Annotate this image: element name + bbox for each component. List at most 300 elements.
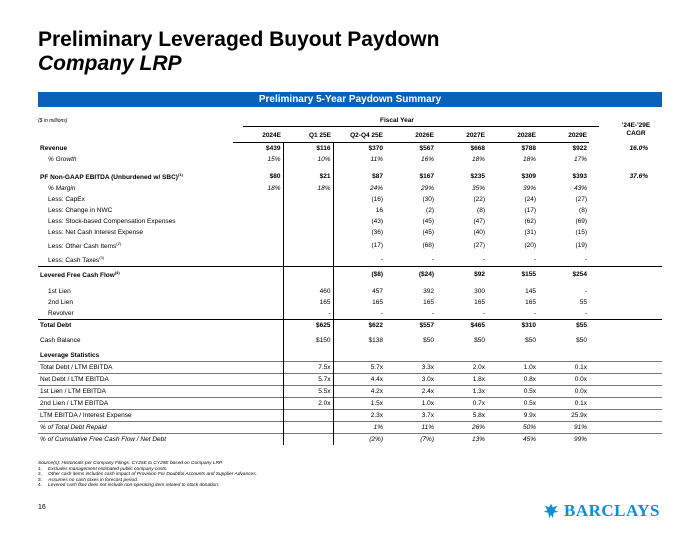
value-cell: $922 xyxy=(572,145,587,152)
value-cell xyxy=(233,421,283,433)
table-row xyxy=(38,297,662,308)
value-cell: - xyxy=(431,309,434,317)
value-cell: 11% xyxy=(385,421,436,433)
value-cell: ($24) xyxy=(385,267,436,282)
value-cell: - xyxy=(482,255,485,263)
value-cell: (16) xyxy=(371,196,383,204)
value-cell xyxy=(233,238,283,252)
value-cell: $150 xyxy=(283,335,333,346)
row-label xyxy=(38,397,233,409)
table-row xyxy=(38,308,662,320)
value-cell: 457 xyxy=(372,287,383,295)
row-label xyxy=(38,433,233,445)
footnote-text: Levered cash flow does not include non-operating item related to stock donation. xyxy=(48,483,220,489)
value-cell: 2.0x xyxy=(436,361,487,373)
footnote-number: 4. xyxy=(38,483,43,489)
value-cell: (45) xyxy=(422,218,434,226)
footnote-text: Assumes no cash taxes in forecast period. xyxy=(48,477,139,483)
row-label-text: % Margin xyxy=(48,185,76,193)
table-row xyxy=(38,319,662,331)
value-cell: 5.8x xyxy=(436,409,487,421)
row-label-text: Revenue xyxy=(40,144,68,152)
value-cell xyxy=(283,227,333,238)
value-cell: 99% xyxy=(538,433,589,445)
row-label xyxy=(38,361,233,373)
value-cell: $55 xyxy=(538,319,589,331)
brand-wordmark: BARCLAYS xyxy=(564,501,660,520)
cagr-cell xyxy=(589,433,662,445)
value-cell: - xyxy=(431,255,434,263)
value-cell xyxy=(233,297,283,308)
brand-logo xyxy=(542,501,660,521)
row-label xyxy=(38,143,233,155)
value-cell: 1.0x xyxy=(487,361,538,373)
value-cell: 39% xyxy=(522,185,536,193)
value-cell xyxy=(233,319,283,331)
row-label xyxy=(38,286,233,297)
value-cell: $21 xyxy=(283,169,333,183)
row-label-text: % Growth xyxy=(48,156,77,163)
row-label xyxy=(38,238,233,252)
value-cell: (27) xyxy=(575,196,587,204)
value-cell: 45% xyxy=(487,433,538,445)
row-label xyxy=(38,297,233,308)
table-row xyxy=(38,169,662,183)
row-label-text: Total Debt / LTM EBITDA xyxy=(40,363,113,371)
value-cell xyxy=(233,308,283,320)
cagr-header-line1: '24E-'29E xyxy=(621,122,651,129)
cagr-cell xyxy=(589,205,662,216)
value-cell: 18% xyxy=(233,183,283,194)
value-cell: 16% xyxy=(420,156,434,163)
value-cell: 1.0x xyxy=(385,397,436,409)
table-row xyxy=(38,385,662,397)
cagr-cell xyxy=(589,183,662,194)
row-label-text: PF Non-GAAP EBITDA (Unburdened w/ SBC) xyxy=(40,174,178,182)
value-cell: 5.5x xyxy=(283,385,333,397)
value-cell: (2) xyxy=(426,207,434,215)
row-label xyxy=(38,252,233,267)
value-cell xyxy=(487,350,538,362)
cagr-cell xyxy=(589,335,662,346)
value-cell: $155 xyxy=(487,267,538,282)
value-cell: 0.0x xyxy=(538,373,589,385)
value-cell: 165 xyxy=(372,298,383,306)
value-cell: $235 xyxy=(470,172,485,180)
table-row xyxy=(38,205,662,216)
cagr-cell: 37.6% xyxy=(629,172,648,180)
value-cell xyxy=(283,433,333,445)
row-label xyxy=(38,183,233,194)
row-label-text: Less: Change in NWC xyxy=(48,207,113,215)
footnote-ref: (4) xyxy=(114,270,120,276)
value-cell: 3.3x xyxy=(385,361,436,373)
page-title: Preliminary Leveraged Buyout Paydown xyxy=(38,28,440,51)
value-cell xyxy=(233,397,283,409)
row-label-text: Levered Free Cash Flow xyxy=(40,272,115,280)
value-cell: $309 xyxy=(521,172,536,180)
table-row xyxy=(38,350,662,362)
value-cell: 0.5x xyxy=(487,397,538,409)
value-cell: 0.8x xyxy=(487,373,538,385)
value-cell xyxy=(233,373,283,385)
value-cell: $138 xyxy=(368,336,383,344)
value-cell: 0.0x xyxy=(538,385,589,397)
footnote-ref: (3) xyxy=(99,255,105,261)
value-cell: 24% xyxy=(369,185,383,193)
value-cell xyxy=(233,361,283,373)
cagr-cell xyxy=(589,385,662,397)
page-number: 16 xyxy=(38,504,46,511)
value-cell xyxy=(233,267,283,282)
value-cell: 50% xyxy=(487,421,538,433)
value-cell: (7%) xyxy=(385,433,436,445)
value-cell xyxy=(283,252,333,267)
row-label-text: Less: Cash Taxes xyxy=(48,257,100,265)
cagr-cell xyxy=(589,194,662,205)
value-cell xyxy=(283,205,333,216)
value-cell xyxy=(283,267,333,282)
footnote-number: 3. xyxy=(38,477,43,483)
value-cell: 91% xyxy=(538,421,589,433)
cagr-cell: 16.0% xyxy=(629,144,648,152)
table-row xyxy=(38,361,662,373)
value-cell xyxy=(233,409,283,421)
footnote-ref: (1) xyxy=(177,172,183,177)
cagr-cell xyxy=(589,216,662,227)
value-cell: 18% xyxy=(283,183,333,194)
cagr-cell xyxy=(589,319,662,331)
value-cell xyxy=(233,227,283,238)
row-label xyxy=(38,421,233,433)
value-cell: 1.3x xyxy=(436,385,487,397)
value-cell: $668 xyxy=(470,145,485,152)
column-header: Q2-Q4 25E xyxy=(333,129,385,143)
value-cell: - xyxy=(482,309,485,317)
cagr-cell xyxy=(589,238,662,252)
value-cell: - xyxy=(584,287,587,295)
row-label-text: LTM EBITDA / Interest Expense xyxy=(40,411,132,419)
value-cell xyxy=(233,335,283,346)
value-cell: 2.3x xyxy=(333,409,385,421)
row-label-text: % of Total Debt Repaid xyxy=(40,423,107,431)
cagr-column-header xyxy=(589,129,662,143)
value-cell: (31) xyxy=(524,229,536,237)
row-label xyxy=(38,154,233,165)
value-cell: 4.4x xyxy=(333,373,385,385)
value-cell xyxy=(283,194,333,205)
value-cell: $439 xyxy=(233,143,283,155)
cagr-cell xyxy=(589,361,662,373)
value-cell xyxy=(333,350,385,362)
value-cell xyxy=(233,385,283,397)
value-cell: 5.7x xyxy=(283,373,333,385)
row-label xyxy=(38,308,233,320)
value-cell: $50 xyxy=(423,336,434,344)
value-cell: - xyxy=(533,255,536,263)
row-label xyxy=(38,267,233,282)
value-cell: $92 xyxy=(436,267,487,282)
cagr-cell xyxy=(589,154,662,165)
value-cell: (20) xyxy=(524,241,536,249)
column-header: Q1 25E xyxy=(283,129,333,143)
value-cell: (2%) xyxy=(333,433,385,445)
value-cell: 9.9x xyxy=(487,409,538,421)
value-cell: (62) xyxy=(524,218,536,226)
value-cell: 2.0x xyxy=(283,397,333,409)
value-cell: 29% xyxy=(420,185,434,193)
row-label-text: Less: CapEx xyxy=(48,196,85,204)
value-cell: 13% xyxy=(436,433,487,445)
table-row xyxy=(38,252,662,267)
value-cell: 43% xyxy=(573,185,587,193)
row-label-text: 2nd Lien xyxy=(48,298,73,306)
value-cell: $116 xyxy=(283,143,333,155)
cagr-cell xyxy=(589,350,662,362)
value-cell: 4.2x xyxy=(333,385,385,397)
row-label xyxy=(38,205,233,216)
value-cell: ($8) xyxy=(333,267,385,282)
value-cell: (17) xyxy=(524,207,536,215)
value-cell xyxy=(233,205,283,216)
value-cell: 17% xyxy=(573,156,587,163)
row-label-text: 1st Lien / LTM EBITDA xyxy=(40,387,106,395)
page-subtitle: Company LRP xyxy=(38,52,182,75)
cagr-cell xyxy=(589,286,662,297)
row-label-text: Less: Stock-based Compensation Expenses xyxy=(48,218,176,226)
value-cell: 1.5x xyxy=(333,397,385,409)
cagr-cell xyxy=(589,421,662,433)
value-cell: (17) xyxy=(371,241,383,249)
value-cell: (69) xyxy=(575,218,587,226)
cagr-cell xyxy=(589,373,662,385)
value-cell: 3.7x xyxy=(385,409,436,421)
cagr-cell xyxy=(589,409,662,421)
column-header: 2029E xyxy=(538,129,589,143)
table-row xyxy=(38,267,662,282)
fiscal-year-header: Fiscal Year xyxy=(380,117,414,124)
value-cell xyxy=(283,216,333,227)
row-label xyxy=(38,169,233,183)
row-label-text: 2nd Lien / LTM EBITDA xyxy=(40,399,109,407)
row-label xyxy=(38,373,233,385)
value-cell: 165 xyxy=(423,298,434,306)
table-row xyxy=(38,143,662,155)
value-cell: - xyxy=(380,255,383,263)
column-header: 2027E xyxy=(436,129,487,143)
value-cell: 0.7x xyxy=(436,397,487,409)
value-cell: (22) xyxy=(473,196,485,204)
table-row xyxy=(38,227,662,238)
value-cell: (36) xyxy=(371,229,383,237)
value-cell xyxy=(233,216,283,227)
value-cell: 2.4x xyxy=(385,385,436,397)
value-cell: 145 xyxy=(525,287,536,295)
row-label-text: Net Debt / LTM EBITDA xyxy=(40,375,109,383)
footnote-item xyxy=(38,483,257,489)
footnote-number: 2. xyxy=(38,472,43,478)
row-label xyxy=(38,227,233,238)
value-cell: 15% xyxy=(233,154,283,165)
row-label-text: Total Debt xyxy=(40,321,72,329)
table-row xyxy=(38,433,662,445)
value-cell: 10% xyxy=(283,154,333,165)
table-row xyxy=(38,373,662,385)
column-header: 2024E xyxy=(233,129,283,143)
row-label-text: % of Cumulative Free Cash Flow / Net Debt xyxy=(40,435,167,443)
row-label xyxy=(38,216,233,227)
value-cell: $167 xyxy=(419,172,434,180)
value-cell xyxy=(233,286,283,297)
value-cell: 18% xyxy=(471,156,485,163)
value-cell: (19) xyxy=(575,241,587,249)
row-label-text: Cash Balance xyxy=(40,336,81,344)
value-cell: (30) xyxy=(422,196,434,204)
value-cell xyxy=(283,409,333,421)
value-cell: $50 xyxy=(525,336,536,344)
row-label xyxy=(38,385,233,397)
cagr-cell xyxy=(589,267,662,282)
value-cell: (47) xyxy=(473,218,485,226)
column-header: 2026E xyxy=(385,129,436,143)
value-cell: (24) xyxy=(524,196,536,204)
value-cell: 7.5x xyxy=(283,361,333,373)
value-cell: 16 xyxy=(375,207,383,215)
table-row xyxy=(38,216,662,227)
value-cell: (15) xyxy=(575,229,587,237)
cagr-header-line2: CAGR xyxy=(626,130,646,137)
value-cell: (43) xyxy=(371,218,383,226)
paydown-table xyxy=(38,129,662,445)
value-cell: - xyxy=(584,255,587,263)
table-row xyxy=(38,183,662,194)
cagr-cell xyxy=(589,227,662,238)
footnote-text: Excludes management estimated public company costs. xyxy=(48,466,168,472)
table-row xyxy=(38,335,662,346)
value-cell: $310 xyxy=(487,319,538,331)
table-row xyxy=(38,238,662,252)
table-row xyxy=(38,194,662,205)
table-row xyxy=(38,409,662,421)
value-cell: (40) xyxy=(473,229,485,237)
value-cell xyxy=(233,433,283,445)
value-cell: 1% xyxy=(333,421,385,433)
row-label xyxy=(38,335,233,346)
value-cell: $465 xyxy=(436,319,487,331)
value-cell: - xyxy=(533,309,536,317)
value-cell: $788 xyxy=(521,145,536,152)
table-row xyxy=(38,421,662,433)
section-banner: Preliminary 5-Year Paydown Summary xyxy=(38,92,662,107)
table-row xyxy=(38,286,662,297)
row-label xyxy=(38,319,233,331)
value-cell: 26% xyxy=(436,421,487,433)
value-cell xyxy=(233,350,283,362)
value-cell: - xyxy=(283,308,333,320)
value-cell: $567 xyxy=(419,145,434,152)
cagr-cell xyxy=(589,252,662,267)
value-cell: $87 xyxy=(372,172,383,180)
value-cell: 5.7x xyxy=(333,361,385,373)
value-cell: $557 xyxy=(385,319,436,331)
row-label-text: Leverage Statistics xyxy=(40,351,100,359)
value-cell: $370 xyxy=(368,145,383,152)
row-label-text: Less: Net Cash Interest Expense xyxy=(48,229,144,237)
value-cell: 165 xyxy=(283,297,333,308)
value-cell: $622 xyxy=(333,319,385,331)
footnote-ref: (2) xyxy=(116,241,122,247)
footnotes xyxy=(38,461,257,489)
value-cell: (8) xyxy=(477,207,485,215)
value-cell: 392 xyxy=(423,287,434,295)
value-cell: 25.9x xyxy=(538,409,589,421)
header-blank xyxy=(38,129,233,143)
table-row xyxy=(38,397,662,409)
footnote-text: Other cash items includes cash impact of Provision For Doubtful Accounts and Supplier Advances. xyxy=(48,472,257,478)
row-label xyxy=(38,194,233,205)
value-cell xyxy=(436,350,487,362)
fiscal-year-rule xyxy=(243,126,599,127)
footnote-number: 1. xyxy=(38,466,43,472)
row-label-text: Revolver xyxy=(48,309,74,317)
value-cell: $393 xyxy=(572,172,587,180)
value-cell xyxy=(233,194,283,205)
value-cell: $254 xyxy=(538,267,589,282)
value-cell: 165 xyxy=(525,298,536,306)
value-cell: 0.1x xyxy=(538,397,589,409)
value-cell xyxy=(538,350,589,362)
value-cell: 300 xyxy=(474,287,485,295)
source-note: Source(s): Historicals per Company Filings. CY25E to CY29E based on Company LRP. xyxy=(38,461,223,466)
value-cell: (45) xyxy=(422,229,434,237)
row-label-text: Less: Other Cash Items xyxy=(48,243,117,251)
row-label xyxy=(38,409,233,421)
row-label-text: 1st Lien xyxy=(48,287,71,295)
value-cell: (8) xyxy=(579,207,587,215)
cagr-cell xyxy=(589,397,662,409)
value-cell xyxy=(283,421,333,433)
value-cell: (68) xyxy=(422,241,434,249)
units-note: ($ in millions) xyxy=(38,118,68,124)
value-cell xyxy=(283,238,333,252)
value-cell: 0.1x xyxy=(538,361,589,373)
value-cell: 18% xyxy=(522,156,536,163)
value-cell: (27) xyxy=(473,241,485,249)
column-header: 2028E xyxy=(487,129,538,143)
value-cell: 460 xyxy=(283,286,333,297)
cagr-cell xyxy=(589,308,662,320)
value-cell: 35% xyxy=(471,185,485,193)
value-cell xyxy=(283,350,333,362)
eagle-icon xyxy=(542,502,560,520)
value-cell: 55 xyxy=(579,298,587,306)
value-cell: $50 xyxy=(474,336,485,344)
value-cell: $80 xyxy=(233,169,283,183)
value-cell: 3.0x xyxy=(385,373,436,385)
value-cell: 11% xyxy=(370,156,383,163)
column-header-row xyxy=(38,129,662,143)
value-cell: - xyxy=(584,309,587,317)
row-label xyxy=(38,350,233,362)
value-cell: 0.5x xyxy=(487,385,538,397)
table-row xyxy=(38,154,662,165)
value-cell: $50 xyxy=(576,336,587,344)
value-cell xyxy=(385,350,436,362)
value-cell: - xyxy=(380,309,383,317)
value-cell: 165 xyxy=(474,298,485,306)
value-cell: 1.8x xyxy=(436,373,487,385)
value-cell xyxy=(233,252,283,267)
